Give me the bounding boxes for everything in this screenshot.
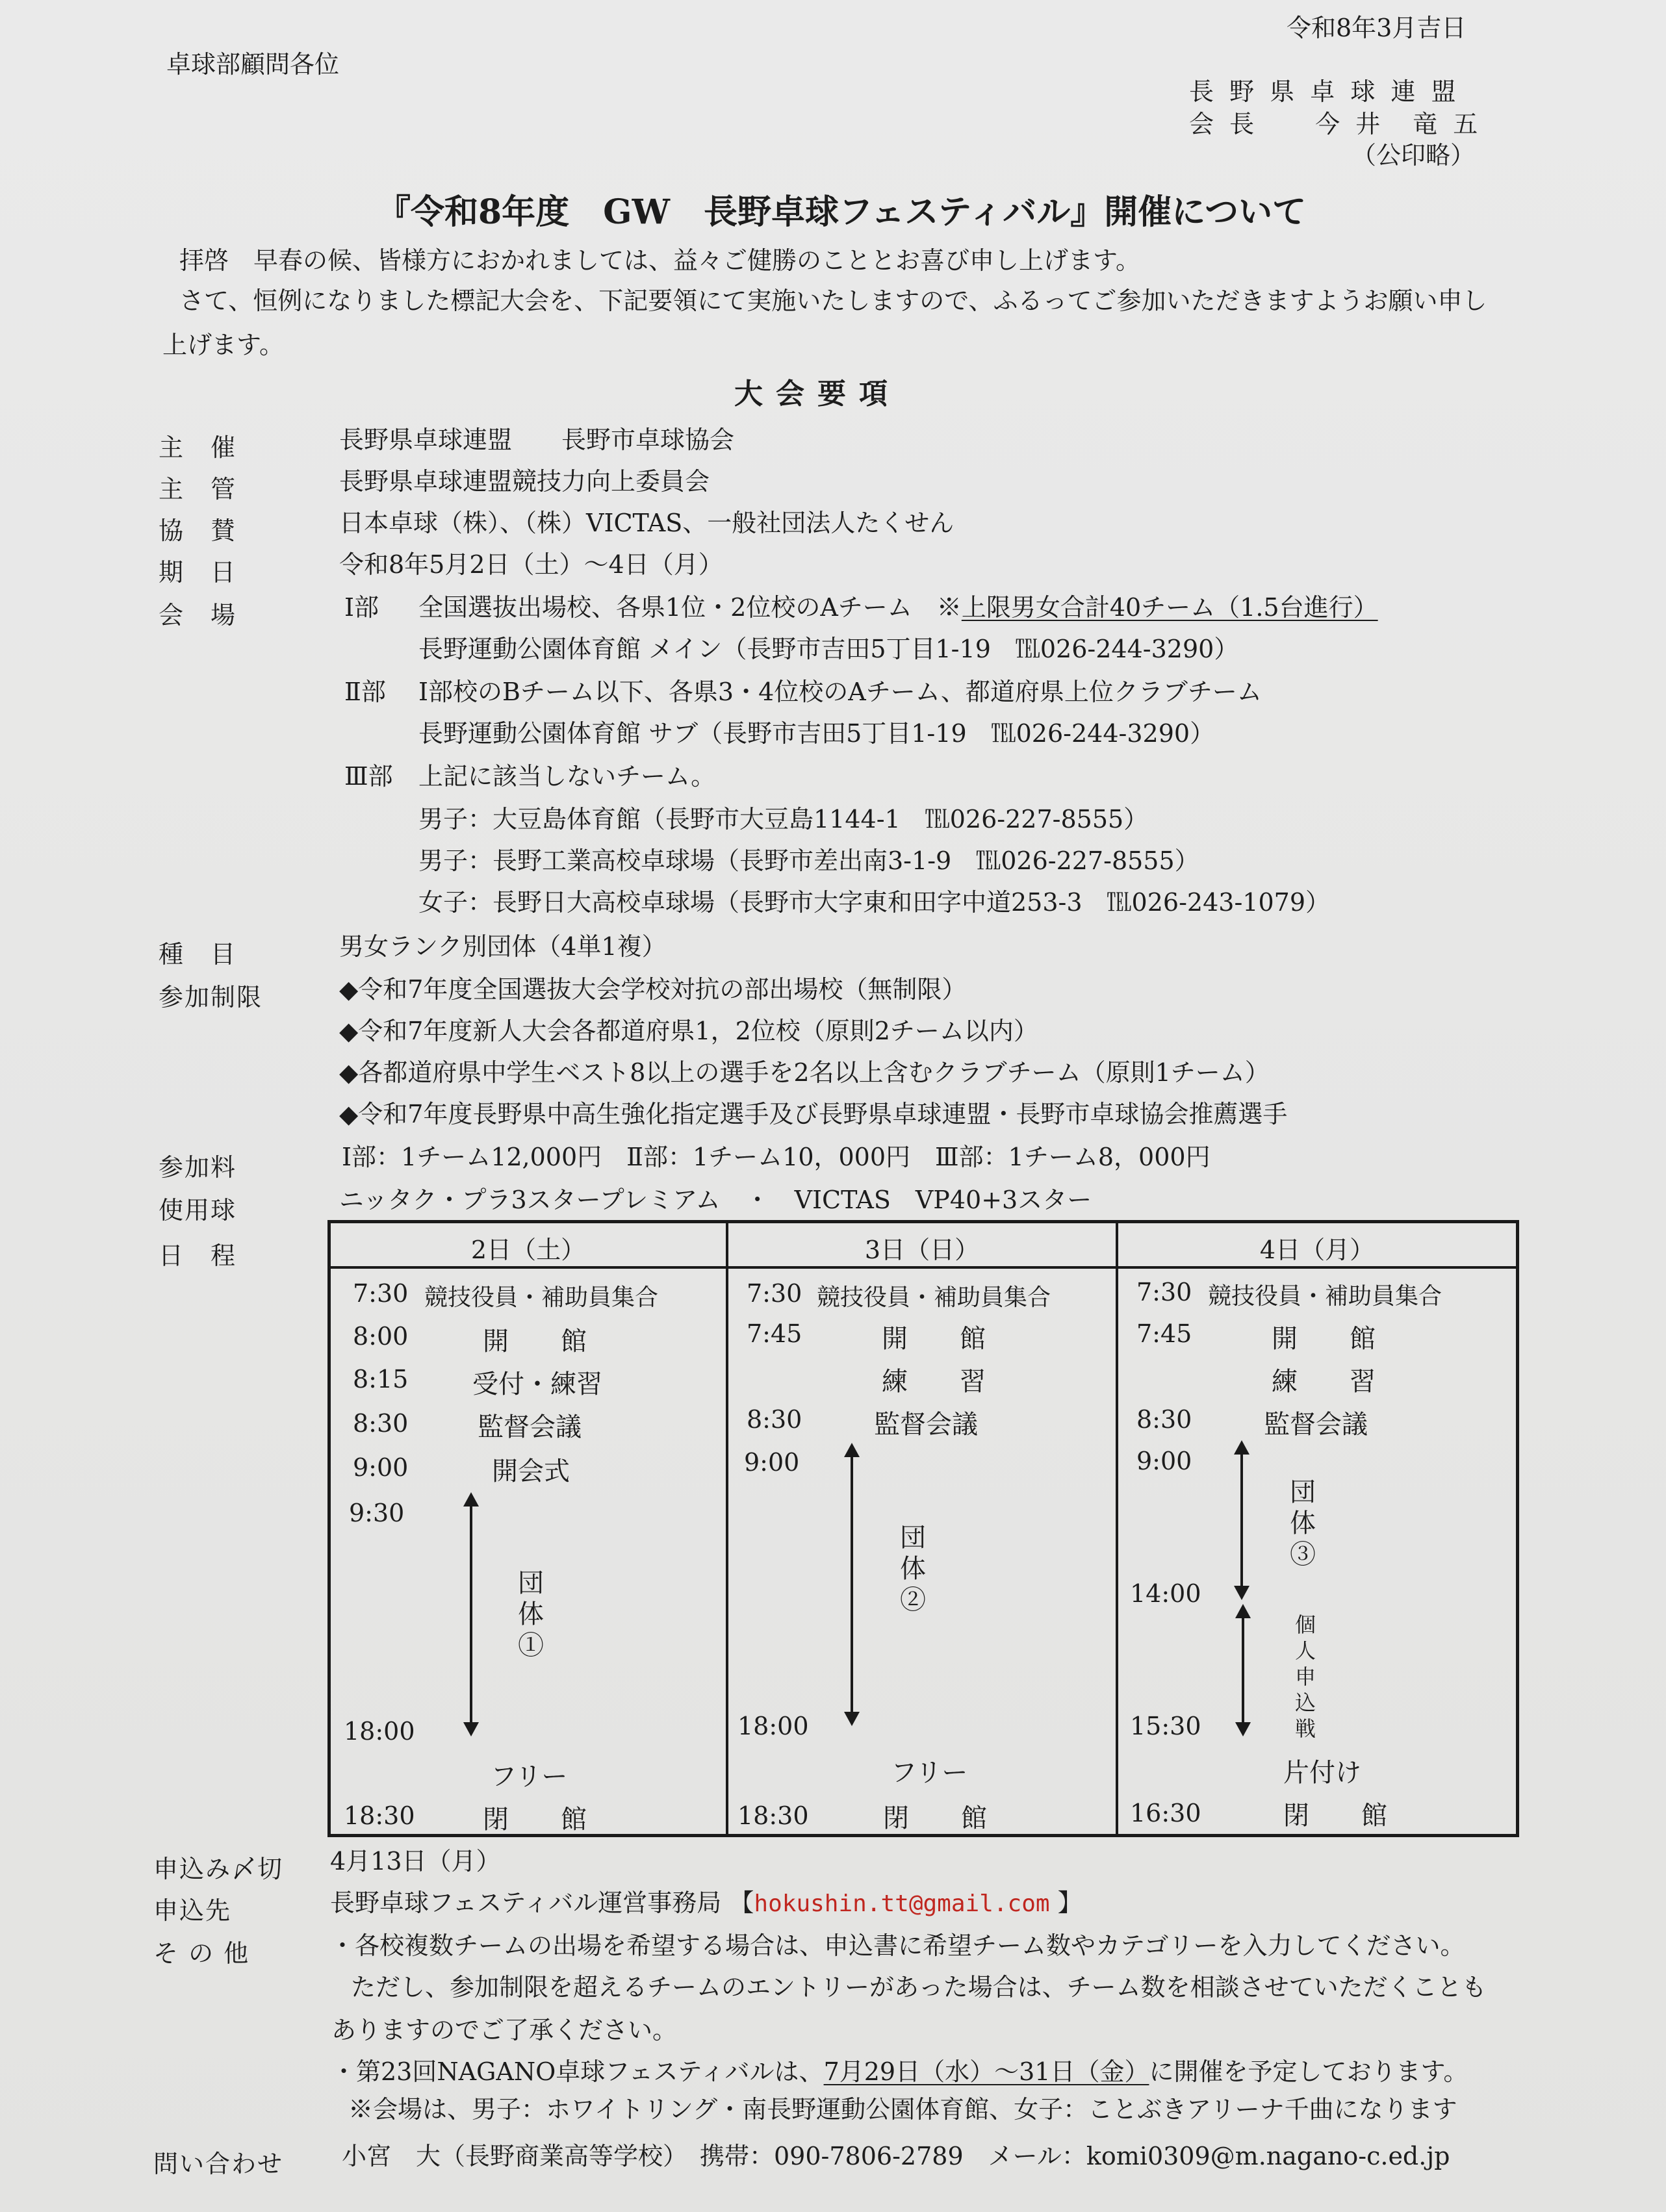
day2-time: 18:30: [737, 1801, 809, 1830]
bu2-label: Ⅱ部: [344, 678, 386, 706]
label-deadline: 申込み〆切: [153, 1855, 284, 1883]
value-deadline: 4月13日（月）: [330, 1847, 501, 1875]
header-divider: [331, 1266, 1516, 1269]
seal-note: （公印略）: [1352, 141, 1476, 170]
value-ball: ニッタク・プラ3スタープレミアム ・ VICTAS VP40+3スター: [339, 1186, 1092, 1214]
seigen-4: ◆令和7年度長野県中高生強化指定選手及び長野県卓球連盟・長野市卓球協会推薦選手: [339, 1100, 1288, 1128]
day1-arrow: [470, 1504, 472, 1725]
apply-office: 長野卓球フェスティバル運営事務局: [330, 1888, 722, 1917]
bu3-venue-2: 男子：長野工業高校卓球場（長野市差出南3-1-9 ℡026-227-8555）: [418, 846, 1199, 875]
day1-time: 18:30: [344, 1801, 415, 1830]
day2-time: 18:00: [737, 1712, 809, 1740]
day3-event: 閉 館: [1283, 1801, 1387, 1831]
day2-time: 9:00: [744, 1448, 800, 1477]
label-other: そ の 他: [153, 1939, 250, 1968]
day2-arrow: [851, 1455, 853, 1714]
intro-line-2: さて、恒例になりました標記大会を、下記要領にて実施いたしますので、ふるってご参加いただきますようお願い申し: [179, 286, 1487, 315]
label-fee: 参加料: [159, 1153, 237, 1182]
seigen-1: ◆令和7年度全国選抜大会学校対抗の部出場校（無制限）: [339, 975, 967, 1004]
day1-event: 開会式: [492, 1456, 570, 1486]
other-line-4: [331, 2059, 1468, 2084]
column-divider: [726, 1223, 728, 1834]
day1-event: 開 館: [483, 1327, 587, 1356]
seigen-3: ◆各都道府県中学生ベスト8以上の選手を2名以上含むクラブチーム（原則1チーム）: [339, 1058, 1270, 1087]
other-line-2: ただし、参加制限を超えるチームのエントリーがあった場合は、チーム数を相談させていただくことも: [351, 1973, 1487, 2002]
value-kyosan: 日本卓球（株）、（株）VICTAS、一般社団法人たくせん: [339, 509, 955, 537]
value-shumoku: 男女ランク別団体（4単1複）: [339, 932, 667, 961]
label-shukan: 主 管: [159, 475, 237, 503]
bu3-desc: 上記に該当しないチーム。: [418, 762, 716, 791]
day3-time: 7:30: [1136, 1278, 1192, 1306]
day3-time: 8:30: [1136, 1405, 1192, 1434]
label-shusai: 主 催: [159, 433, 237, 462]
column-divider: [1116, 1223, 1118, 1834]
president-name: 会 長 今 井 竜 五: [1189, 110, 1482, 138]
label-apply: 申込先: [153, 1896, 232, 1925]
day2-event: 開 館: [882, 1324, 986, 1354]
day2-event: 練 習: [882, 1367, 986, 1397]
other-line-3: ありますのでご了承ください。: [331, 2016, 678, 2044]
value-shusai: 長野県卓球連盟 長野市卓球協会: [339, 426, 735, 454]
label-seigen: 参加制限: [159, 983, 263, 1011]
day1-time: 8:00: [353, 1322, 409, 1351]
day2-event: 監督会議: [874, 1410, 978, 1440]
day3-arrow-individual: [1242, 1616, 1244, 1725]
bu1-note: 上限男女合計40チーム（1.5台進行）: [961, 593, 1378, 622]
day1-event: 監督会議: [478, 1412, 582, 1442]
day1-team-event: 団体①: [518, 1568, 544, 1660]
day1-event: フリー: [491, 1762, 568, 1792]
bu2-venue: 長野運動公園体育館 サブ（長野市吉田5丁目1-19 ℡026-244-3290）: [418, 719, 1215, 748]
day3-header: 4日（月）: [1259, 1236, 1375, 1264]
page-title: 『令和8年度 GW 長野卓球フェスティバル』開催について: [377, 192, 1307, 232]
other-line-4-a: ・第23回NAGANO卓球フェスティバルは、: [331, 2057, 824, 2086]
day3-event: 競技役員・補助員集合: [1208, 1283, 1442, 1310]
label-kaijo: 会 場: [159, 601, 237, 629]
bu1-venue: 長野運動公園体育館 メイン（長野市吉田5丁目1-19 ℡026-244-3290）: [418, 635, 1239, 663]
day3-time: 15:30: [1130, 1712, 1201, 1740]
value-fee: Ⅰ部：1チーム12,000円 Ⅱ部：1チーム10，000円 Ⅲ部：1チーム8，000円: [342, 1143, 1211, 1171]
day2-time: 7:30: [747, 1279, 802, 1308]
issue-date: 令和8年3月吉日: [1287, 14, 1467, 42]
day1-time: 18:00: [344, 1717, 415, 1746]
bu3-venue-1: 男子：大豆島体育館（長野市大豆島1144-1 ℡026-227-8555）: [418, 805, 1149, 833]
apply-email[interactable]: hokushin.tt@gmail.com: [754, 1890, 1050, 1917]
day3-time: 14:00: [1130, 1579, 1201, 1608]
other-line-5: ※会場は、男子：ホワイトリング・南長野運動公園体育館、女子：ことぶきアリーナ千曲になります: [348, 2095, 1457, 2124]
day2-time: 7:45: [747, 1319, 802, 1348]
recipient: 卓球部顧問各位: [166, 50, 340, 79]
day3-time: 9:00: [1136, 1447, 1192, 1475]
day2-header: 3日（日）: [864, 1236, 980, 1264]
day1-time: 9:30: [349, 1499, 405, 1527]
day1-header: 2日（土）: [470, 1236, 586, 1264]
label-contact: 問い合わせ: [153, 2150, 284, 2178]
label-shumoku: 種 目: [159, 940, 237, 969]
day1-time: 8:15: [353, 1365, 409, 1393]
day1-time: 9:00: [353, 1453, 409, 1482]
bu1-desc: [418, 595, 1378, 620]
bu3-label: Ⅲ部: [344, 762, 393, 791]
day1-event: 閉 館: [483, 1805, 587, 1835]
bu3-venue-3: 女子：長野日大高校卓球場（長野市大字東和田字中道253-3 ℡026-243-1079）: [418, 888, 1330, 917]
label-kijitsu: 期 日: [159, 558, 237, 587]
bu1-desc-text: 全国選抜出場校、各県1位・2位校のAチーム ※: [418, 593, 962, 622]
day1-time: 8:30: [353, 1409, 409, 1438]
day3-event: 練 習: [1272, 1367, 1376, 1397]
day3-event: 片付け: [1283, 1758, 1361, 1788]
day2-time: 8:30: [747, 1405, 802, 1434]
value-contact: 小宮 大（長野商業高等学校） 携帯：090-7806-2789 メール：komi0309@m.nagano-c.ed.jp: [342, 2142, 1450, 2170]
day3-event: 監督会議: [1264, 1410, 1368, 1440]
other-line-4-c: に開催を予定しております。: [1149, 2057, 1468, 2086]
day3-arrow-team: [1240, 1452, 1243, 1588]
day3-time: 7:45: [1136, 1319, 1192, 1348]
value-kijitsu: 令和8年5月2日（土）～4日（月）: [339, 550, 723, 579]
day2-event: 閉 館: [883, 1803, 987, 1833]
day2-team-event: 団体②: [900, 1523, 926, 1615]
day1-event: 受付・練習: [472, 1369, 602, 1399]
intro-line-3: 上げます。: [162, 331, 284, 359]
other-line-4-date: 7月29日（水）～31日（金）: [823, 2057, 1149, 2086]
day3-individual-event: 個人申込戦: [1294, 1612, 1316, 1741]
day3-team-event: 団体③: [1290, 1477, 1316, 1570]
other-line-1: ・各校複数チームの出場を希望する場合は、申込書に希望チーム数やカテゴリーを入力してください。: [330, 1931, 1465, 1960]
day2-event: 競技役員・補助員集合: [817, 1284, 1051, 1311]
day1-time: 7:30: [353, 1279, 409, 1308]
value-shukan: 長野県卓球連盟競技力向上委員会: [339, 467, 710, 496]
bu2-desc: Ⅰ部校のBチーム以下、各県3・4位校のAチーム、都道府県上位クラブチーム: [418, 678, 1262, 706]
label-nittei: 日 程: [159, 1241, 237, 1270]
bu1-label: Ⅰ部: [344, 593, 379, 622]
bracket-left: 【: [729, 1888, 754, 1917]
day3-event: 開 館: [1272, 1324, 1376, 1354]
schedule-table: [327, 1220, 1519, 1837]
intro-line-1: 拝啓 早春の候、皆様方におかれましては、益々ご健勝のこととお喜び申し上げます。: [179, 246, 1140, 275]
label-kyosan: 協 賛: [159, 516, 237, 545]
day3-time: 16:30: [1130, 1799, 1201, 1827]
bracket-right: 】: [1057, 1888, 1083, 1917]
day1-event: 競技役員・補助員集合: [424, 1284, 659, 1311]
value-apply: [330, 1890, 1083, 1916]
section-title: 大会要項: [734, 377, 901, 411]
org-name: 長 野 県 卓 球 連 盟: [1189, 77, 1460, 106]
seigen-2: ◆令和7年度新人大会各都道府県1，2位校（原則2チーム以内）: [339, 1017, 1038, 1045]
label-ball: 使用球: [159, 1196, 237, 1225]
day2-event: フリー: [891, 1758, 968, 1788]
